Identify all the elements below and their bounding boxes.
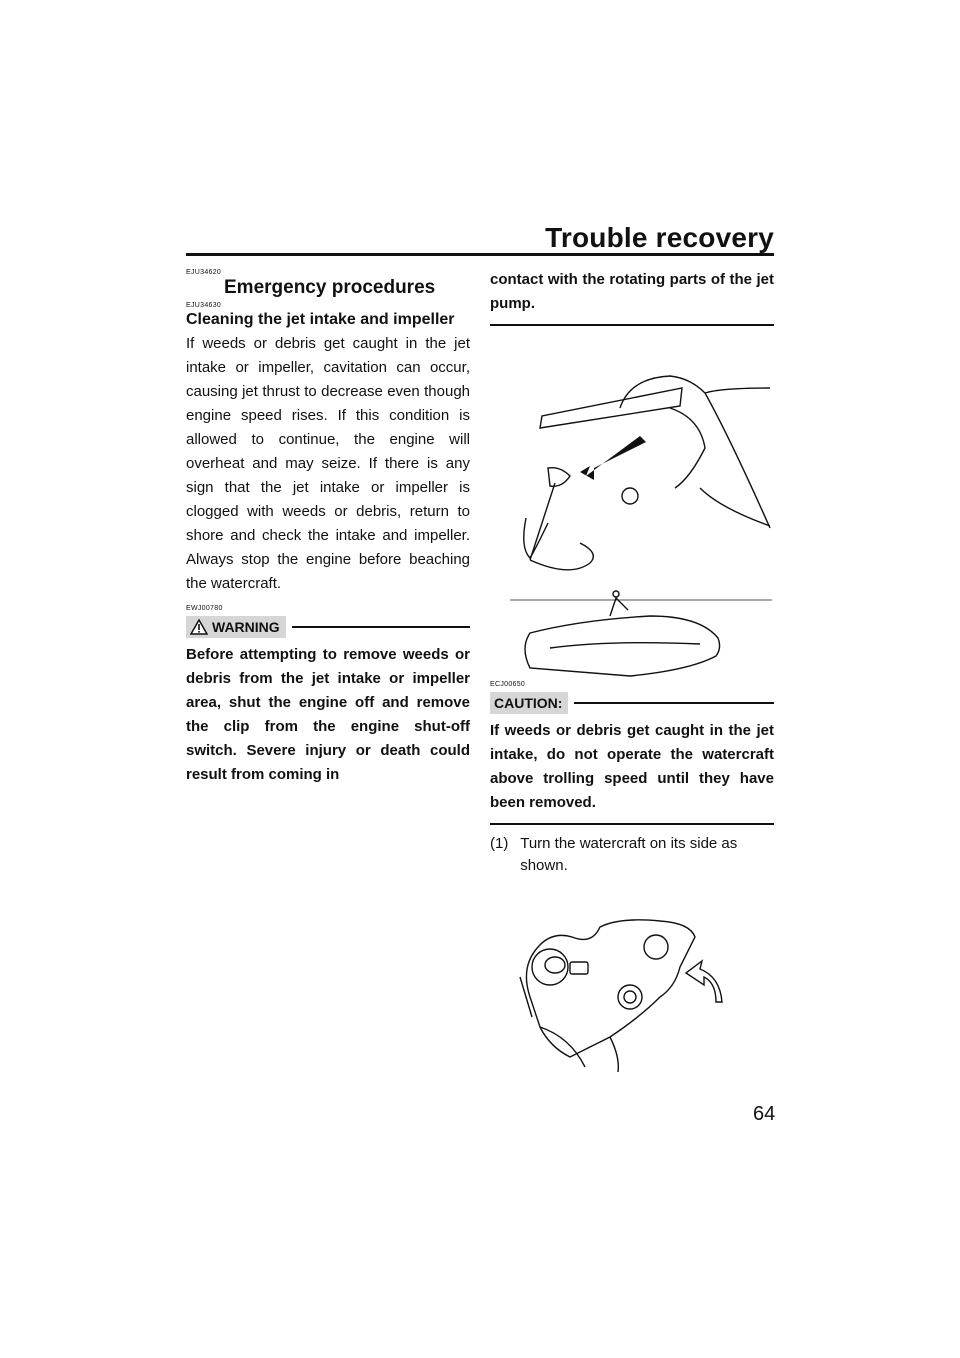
caution-header <box>490 691 774 715</box>
watercraft-on-side-illustration <box>490 887 774 1077</box>
warning-header <box>186 615 470 639</box>
caution-text: If weeds or debris get caught in the jet intake, do not operate the watercraft above trolling speed until they have been removed. <box>490 722 774 811</box>
subsection-code: EJU34630 <box>186 302 222 309</box>
warning-text-continued: contact with the rotating parts of the jet pump. <box>490 271 774 312</box>
section-code: EJU34620 <box>186 269 222 276</box>
warning-text: Before attempting to remove weeds or debris from the jet intake or impeller area, shut the engine off and remove the clip from the engine shut-off switch. Severe injury or death could result from coming in <box>186 646 470 783</box>
caution-end-rule <box>490 823 774 825</box>
caution-badge: CAUTION: <box>490 692 568 714</box>
page-header-title: Trouble recovery <box>545 222 774 253</box>
warning-triangle-icon <box>190 619 208 635</box>
body-paragraph: If weeds or debris get caught in the jet intake or impeller, cavitation can occur, causing jet thrust to decrease even though engine speed rises. If this condition is allowed to continue, the engine will overheat and may seize. If there is any sign that the jet intake or impeller is clogged with weeds or debris, return to shore and check the intake and impeller. Always stop the engine before beaching the watercraft. <box>186 335 470 592</box>
rotate-arrow-icon <box>686 961 722 1002</box>
arrow-icon <box>580 436 646 480</box>
warning-end-rule <box>490 324 774 326</box>
right-column <box>490 268 774 1077</box>
section-title: Emergency procedures <box>224 277 436 298</box>
subsection-title: Cleaning the jet intake and impeller <box>186 311 455 328</box>
caution-code: ECJ00650 <box>490 681 526 688</box>
caution-rule <box>574 702 774 704</box>
header-rule <box>186 253 774 256</box>
step-text: Turn the watercraft on its side as shown. <box>520 835 738 874</box>
warning-rule <box>292 626 470 628</box>
warning-badge <box>186 616 286 638</box>
warning-label: WARNING <box>212 619 280 635</box>
page-number: 64 <box>753 1103 776 1125</box>
step-number: (1) <box>490 835 509 852</box>
engine-shutoff-illustration <box>490 348 774 678</box>
left-column <box>186 268 470 787</box>
step-1 <box>490 833 774 877</box>
warning-code: EWJ00780 <box>186 605 223 612</box>
